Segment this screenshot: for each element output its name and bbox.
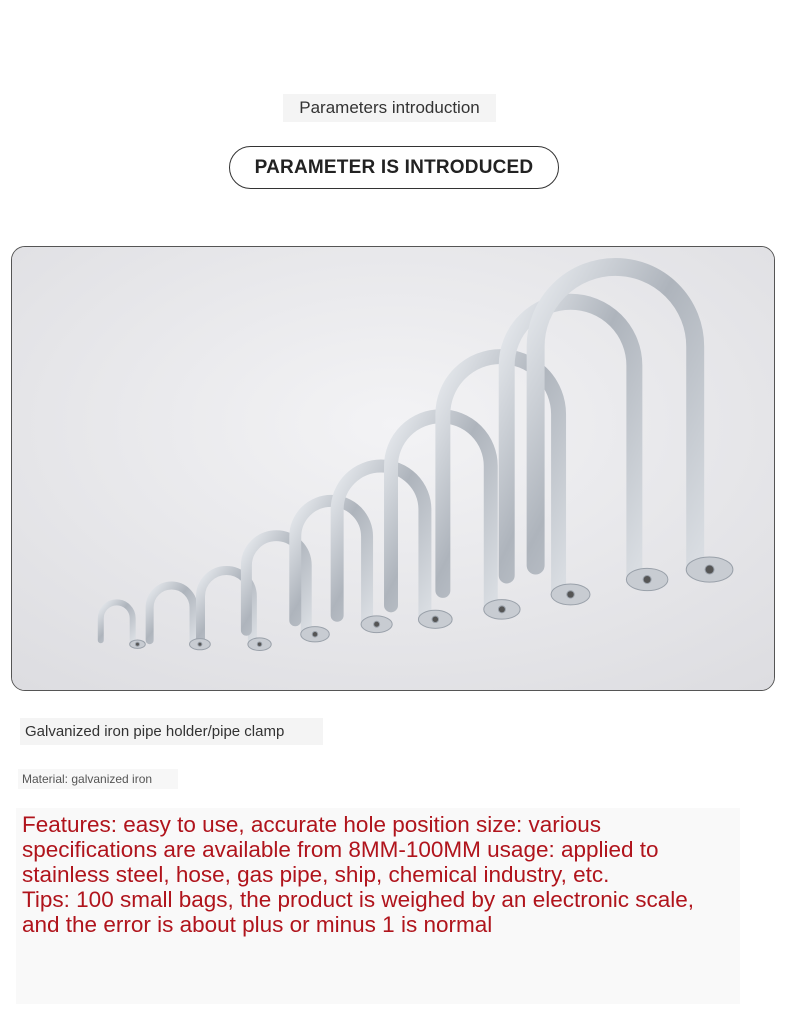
- clamp-hole: [257, 642, 261, 646]
- clamp-hole: [135, 642, 139, 646]
- features-text: Features: easy to use, accurate hole position size: various specifications are available from 8MM-100MM usage: applied to stainless steel, hose, gas pipe, ship, chemical industry, etc.: [22, 812, 659, 887]
- clamp-hole: [705, 565, 714, 574]
- material-label: Material: galvanized iron: [18, 769, 178, 789]
- features-block: [16, 808, 740, 1004]
- tips-text: Tips: 100 small bags, the product is weighed by an electronic scale, and the error is about plus or minus 1 is normal: [22, 887, 695, 937]
- section-subtitle: Parameters introduction: [283, 94, 496, 122]
- pipe-clamps-illustration: [12, 247, 774, 690]
- clamp-hole: [312, 632, 317, 637]
- product-name: Galvanized iron pipe holder/pipe clamp: [20, 718, 323, 745]
- product-photo: [11, 246, 775, 691]
- clamp-hole: [432, 616, 438, 622]
- section-title-pill: PARAMETER IS INTRODUCED: [229, 146, 559, 189]
- clamp-hole: [567, 591, 574, 598]
- clamp-hole: [198, 642, 202, 646]
- clamp-hole: [498, 606, 505, 613]
- clamp-hole: [643, 576, 651, 584]
- clamp-hole: [374, 621, 380, 627]
